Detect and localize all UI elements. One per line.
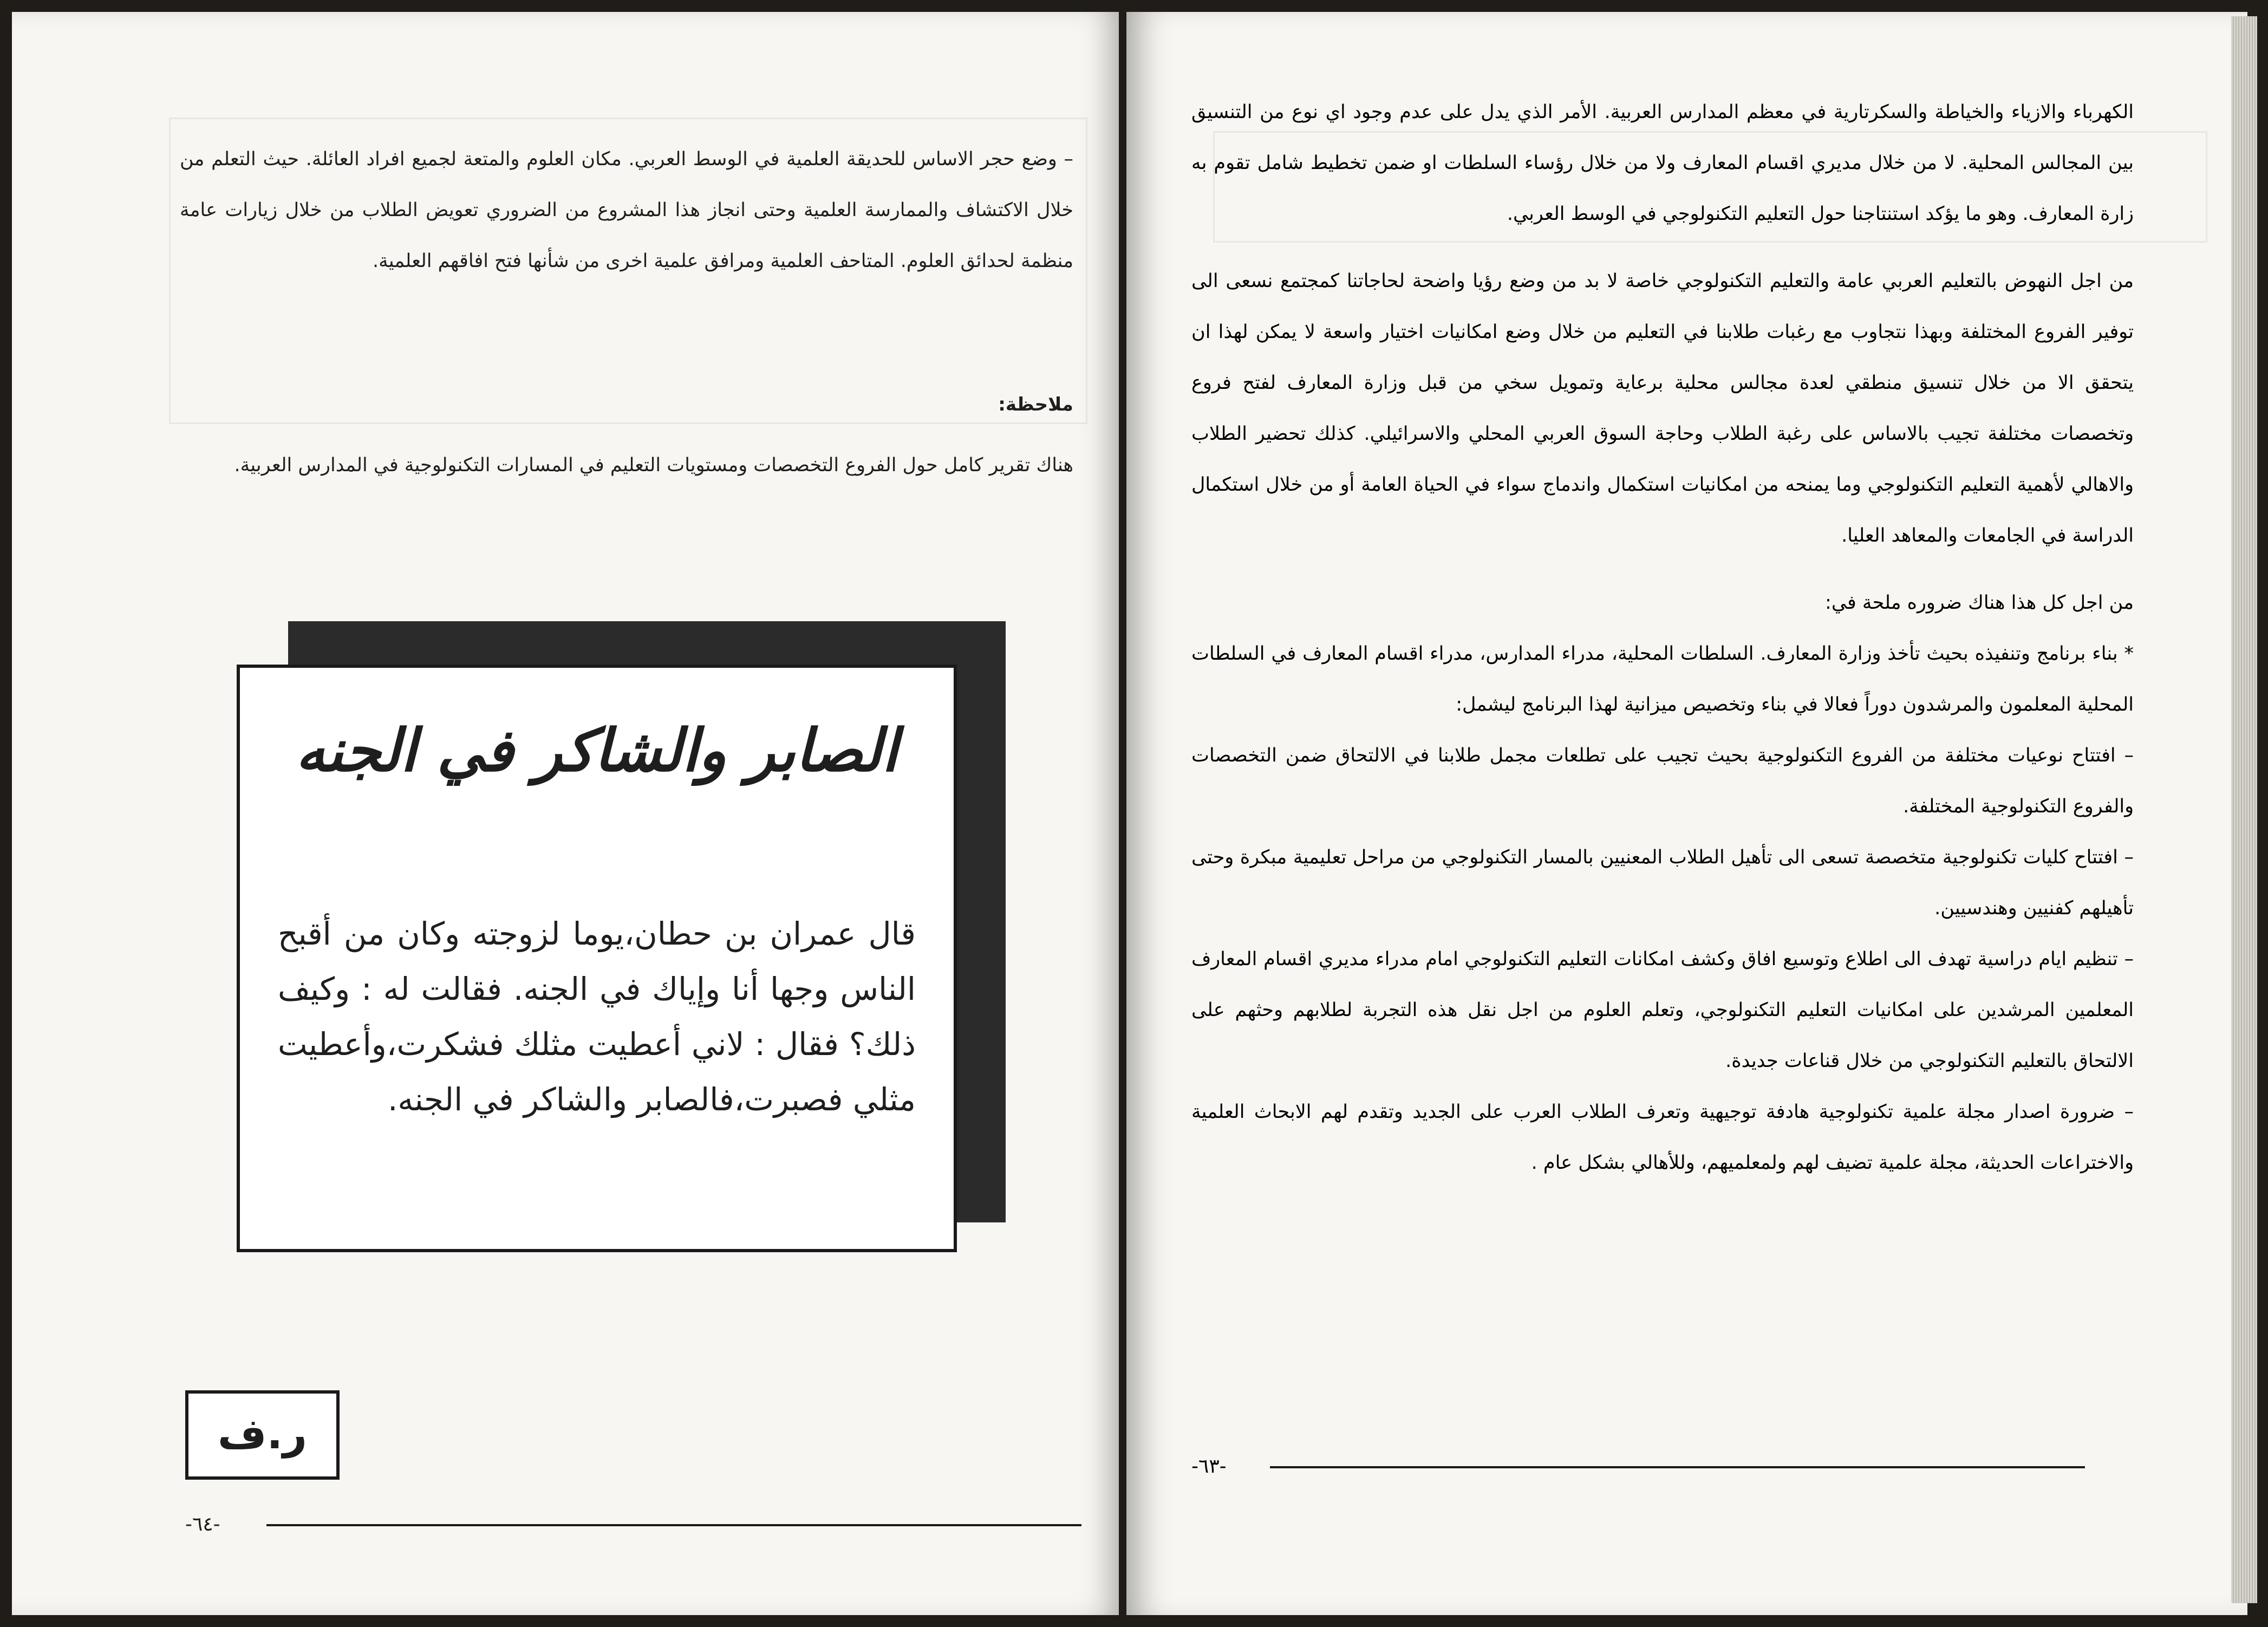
list-item: – ضرورة اصدار مجلة علمية تكنولوجية هادفة توجيهية وتعرف الطلاب العرب على الجديد وتقدم لهم الابحاث العلمية والاختراعات الحديثة، مجلة علمية تضيف لهم ولمعلميهم، وللأهالي بشكل عام . xyxy=(1191,1101,2134,1174)
story-box xyxy=(237,665,957,1252)
left-page xyxy=(12,12,1119,1615)
paragraph: * بناء برنامج وتنفيذه بحيث تأخذ وزارة المعارف. السلطات المحلية، مدراء المدارس، مدراء اقسام المعارف في السلطات المحلية المعلمون والمرشدون دوراً فعالا في بناء وتخصيص ميزانية لهذا البرنامج ليشمل: xyxy=(1191,643,2134,715)
paragraph: من اجل النهوض بالتعليم العربي عامة والتعليم التكنولوجي خاصة لا بد من وضع رؤيا واضحة لحاجاتنا كمجتمع نسعى الى توفير الفروع المختلفة وبهذا نتجاوب مع رغبات طلابنا في التعليم من خلال وضع امكانيات اختيار واسعة لا يمكن لهذا ان يتحقق الا من خلال تنسيق منطقي لعدة مجالس محلية برعاية وتمويل سخي من قبل وزارة المعارف لفتح فروع وتخصصات مختلفة تجيب بالاساس على رغبة الطلاب وحاجة السوق العربي المحلي والاسرائيلي. كذلك تحضير الطلاب والاهالي لأهمية التعليم التكنولوجي وما يمنحه من امكانيات استكمال واندماج سواء في الحياة العامة أو من خلال استكمال الدراسة في الجامعات والمعاهد العليا. xyxy=(1191,270,2134,546)
note-text: هناك تقرير كامل حول الفروع التخصصات ومستويات التعليم في المسارات التكنولوجية في المدارس العربية. xyxy=(234,454,1073,476)
footer-rule-left xyxy=(266,1524,1081,1526)
page-number-left: -٦٤- xyxy=(185,1513,220,1535)
paragraph: من اجل كل هذا هناك ضروره ملحة في: xyxy=(1825,592,2134,614)
footer-rule-right xyxy=(1270,1466,2085,1468)
author-initials: ر.ف xyxy=(185,1390,340,1480)
story-text: قال عمران بن حطان،يوما لزوجته وكان من أقبح الناس وجها أنا وإياك في الجنه. فقالت له : وكيف ذلك؟ فقال : لاني أعطيت مثلك فشكرت،وأعطيت مثلي فصبرت،فالصابر والشاكر في الجنه. xyxy=(278,915,916,1118)
list-item: – افتتاح نوعيات مختلفة من الفروع التكنولوجية بحيث تجيب على تطلعات مجمل طلابنا في الالتحاق ضمن التخصصات والفروع التكنولوجية المختلفة. xyxy=(1191,745,2134,817)
page-edges xyxy=(2231,16,2257,1603)
list-item: – افتتاح كليات تكنولوجية متخصصة تسعى الى تأهيل الطلاب المعنيين بالمسار التكنولوجي من مراحل تعليمية مبكرة وحتى تأهيلهم كفنيين وهندسيين. xyxy=(1191,847,2134,919)
paragraph: الكهرباء والازياء والخياطة والسكرتارية في معظم المدارس العربية. الأمر الذي يدل على عدم وجود اي نوع من التنسيق بين المجالس المحلية. لا من خلال مديري اقسام المعارف ولا من خلال رؤساء السلطات او ضمن تخطيط شامل تقوم به زارة المعارف. وهو ما يؤكد استنتاجنا حول التعليم التكنولوجي في الوسط العربي. xyxy=(1191,101,2134,225)
right-page-body xyxy=(1191,87,2134,1188)
list-item: – تنظيم ايام دراسية تهدف الى اطلاع وتوسيع افاق وكشف امكانات التعليم التكنولوجي امام مدراء مديري اقسام المعارف المعلمين المرشدين على امكانيات التعليم التكنولوجي، وتعلم العلوم من اجل نقل هذه التجربة لطلابهم وحثهم على الالتحاق بالتعليم التكنولوجي من خلال قناعات جديدة. xyxy=(1191,948,2134,1072)
note-label: ملاحظة: xyxy=(998,394,1073,415)
story-title: الصابر والشاكر في الجنه xyxy=(295,717,898,785)
left-page-body: – وضع حجر الاساس للحديقة العلمية في الوسط العربي. مكان العلوم والمتعة لجميع افراد العائلة. حيث التعلم من خلال الاكتشاف والممارسة العلمية وحتى انجاز هذا المشروع من الضروري تعويض الطلاب من خلال زيارات عامة منظمة لحدائق العلوم. المتاحف العلمية ومرافق علمية اخرى من شأنها فتح افاقهم العلمية. xyxy=(180,148,1073,272)
page-number-right: -٦٣- xyxy=(1191,1455,1227,1478)
